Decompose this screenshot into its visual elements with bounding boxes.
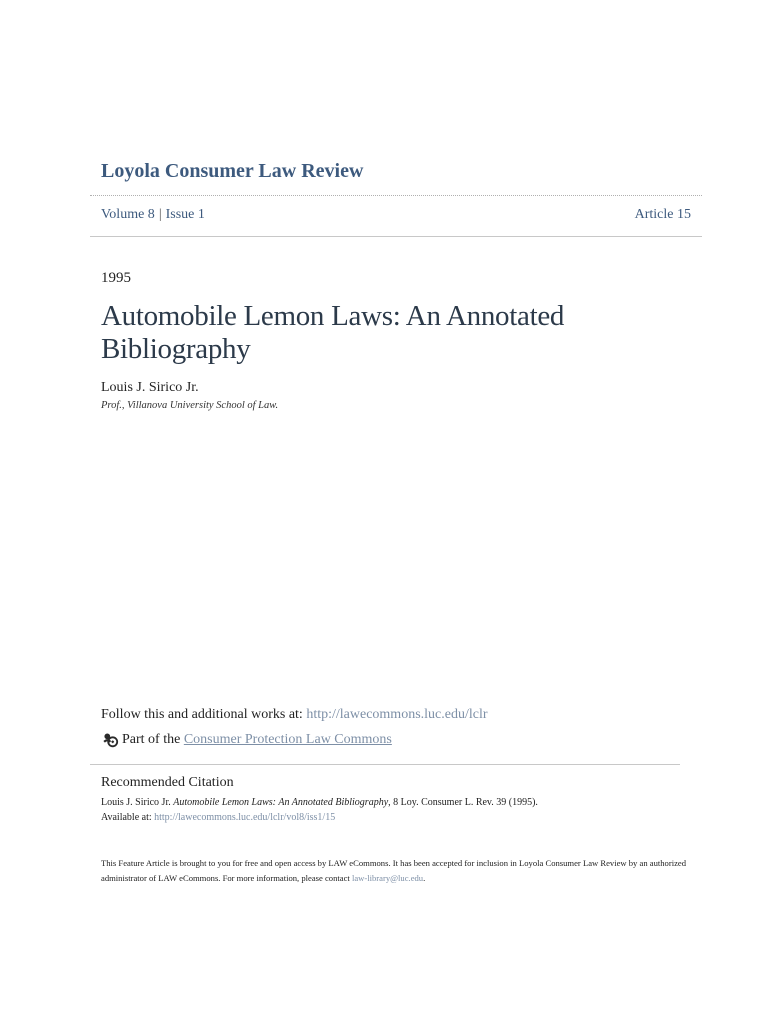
volume-link[interactable]: Volume 8 [101, 207, 155, 222]
journal-title[interactable]: Loyola Consumer Law Review [101, 160, 364, 182]
consumer-protection-commons-link[interactable]: Consumer Protection Law Commons [183, 732, 392, 747]
access-notice [101, 856, 701, 886]
follow-prefix: Follow this and additional works at: [101, 707, 307, 722]
citation-title: Automobile Lemon Laws: An Annotated Bibliography [173, 797, 389, 808]
author-affiliation: Prof., Villanova University School of Law. [101, 400, 279, 411]
citation-source: , 8 Loy. Consumer L. Rev. 39 (1995). [388, 797, 538, 808]
part-of-prefix: Part of the [122, 732, 181, 747]
available-prefix: Available at: [101, 812, 155, 823]
collection-link[interactable]: http://lawecommons.luc.edu/lclr [306, 707, 488, 722]
article-title: Automobile Lemon Laws: An Annotated Bibliography [101, 300, 565, 365]
part-of-line [101, 731, 392, 749]
follow-line [101, 707, 488, 723]
recommended-citation-heading: Recommended Citation [101, 775, 234, 790]
article-number: Article 15 [634, 207, 691, 222]
contact-email-link[interactable]: law-library@luc.edu [351, 873, 424, 883]
article-permalink[interactable]: http://lawecommons.luc.edu/lclr/vol8/iss1/15 [154, 812, 336, 823]
volume-issue-line [101, 207, 205, 223]
access-notice-text: This Feature Article is brought to you for free and open access by LAW eCommons. It has been accepted for inclusion in Loyola Consumer Law Review by an authorized administrator of LAW eCommons. For more information, please contact [101, 858, 687, 883]
header-divider [90, 195, 702, 196]
citation-block [101, 795, 538, 825]
volume-issue-separator: | [158, 207, 162, 222]
publication-year: 1995 [101, 270, 131, 286]
citation-author: Louis J. Sirico Jr. [101, 797, 174, 808]
creative-commons-icon [101, 731, 119, 749]
header-rule [90, 236, 702, 237]
citation-divider [90, 764, 680, 765]
author-name: Louis J. Sirico Jr. [101, 380, 199, 395]
issue-link[interactable]: Issue 1 [165, 207, 205, 222]
access-notice-end: . [423, 873, 426, 883]
citation-line [101, 795, 538, 810]
available-at-line [101, 810, 538, 825]
